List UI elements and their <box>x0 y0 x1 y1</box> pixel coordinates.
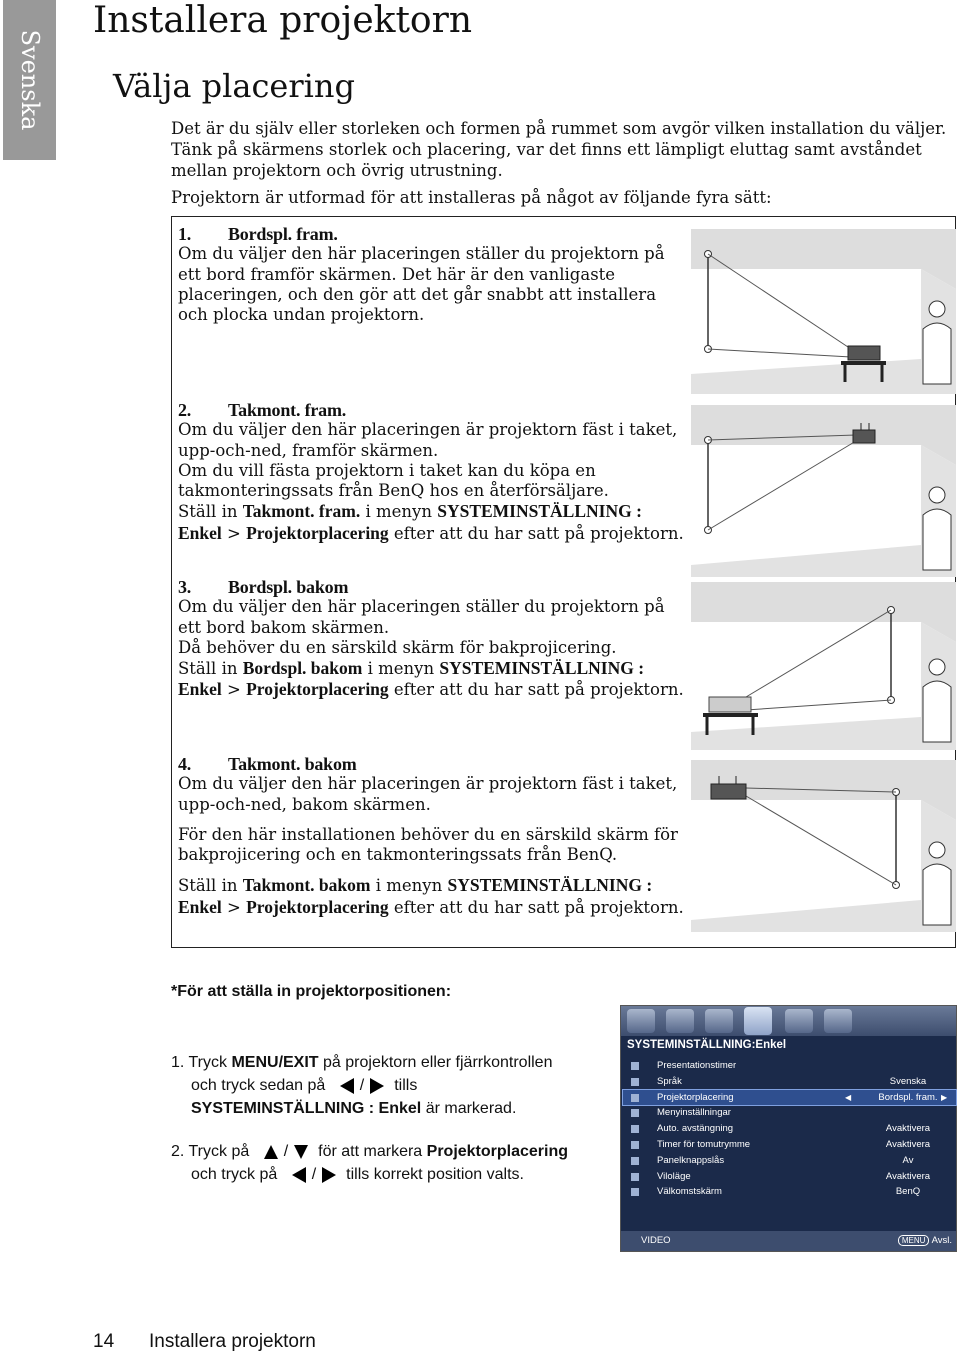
osd-row[interactable]: Språk Svenska <box>623 1074 956 1090</box>
option-note: Då behöver du en särskild skärm för bakprojicering. <box>178 637 617 657</box>
option-title: Takmont. bakom <box>228 754 357 774</box>
osd-system-setup-basic-icon[interactable] <box>744 1007 772 1035</box>
language-tab <box>3 0 56 160</box>
option-title: Bordspl. bakom <box>228 577 349 597</box>
front-table-diagram <box>691 229 956 394</box>
osd-row[interactable]: Timer för tomutrymme Avaktivera <box>623 1137 956 1153</box>
option-setting-instruction: Ställ in Takmont. fram. i menyn SYSTEMINSTÄLLNING : Enkel > Projektorplacering efter att du har satt på projektorn. <box>178 501 684 543</box>
osd-row[interactable]: Panelknappslås Av <box>623 1153 956 1169</box>
placement-option-1 <box>178 224 688 325</box>
right-arrow-icon <box>322 1167 336 1183</box>
rear-table-diagram <box>691 582 956 750</box>
osd-exit-hint: MENU Avsl. <box>898 1235 952 1246</box>
option-number: 1. <box>178 224 192 244</box>
osd-row[interactable]: Presentationstimer <box>623 1058 956 1074</box>
option-note: Om du vill fästa projektorn i taket kan du köpa en takmonteringssats från BenQ hos en återförsäljare. <box>178 460 609 501</box>
option-setting-instruction: Ställ in Bordspl. bakom i menyn SYSTEMINSTÄLLNING : Enkel > Projektorplacering efter att du har satt på projektorn. <box>178 658 684 700</box>
howto-step-2: 2. Tryck på / för att markera Projektorplacering och tryck på / tills korrekt position valts. <box>171 1143 569 1183</box>
menu-item-icon <box>631 1094 639 1102</box>
option-title: Takmont. fram. <box>228 400 347 420</box>
howto-step-1: 1. Tryck MENU/EXIT på projektorn eller fjärrkontrollen och tryck sedan på / tills SYSTEMINSTÄLLNING : Enkel är markerad. <box>171 1054 553 1117</box>
howto-title: *För att ställa in projektorpositionen: <box>171 983 452 1000</box>
option-description: Om du väljer den här placeringen ställer du projektorn på ett bord framför skärmen. Det här är den vanligaste placeringen, och den gör att det går snabbt att installera och plocka undan projektorn. <box>178 244 665 325</box>
menu-item-icon <box>631 1078 639 1086</box>
section-title: Välja placering <box>113 67 355 105</box>
footer-section-title: Installera projektorn <box>149 1331 316 1352</box>
osd-footer <box>621 1231 956 1251</box>
menu-item-icon <box>631 1141 639 1149</box>
option-title: Bordspl. fram. <box>228 224 338 244</box>
page-title: Installera projektorn <box>93 0 473 41</box>
option-description: Om du väljer den här placeringen är projektorn fäst i taket, upp-och-ned, framför skärmen. <box>178 420 678 460</box>
option-setting-instruction: Ställ in Takmont. bakom i menyn SYSTEMINSTÄLLNING : Enkel > Projektorplacering efter att du har satt på projektorn. <box>178 875 684 917</box>
placement-option-2 <box>178 400 688 544</box>
menu-item-icon <box>631 1188 639 1196</box>
menu-item-icon <box>631 1109 639 1117</box>
option-description: Om du väljer den här placeringen är projektorn fäst i taket, upp-och-ned, bakom skärmen. <box>178 774 678 814</box>
option-number: 2. <box>178 400 192 420</box>
option-note: För den här installationen behöver du en särskild skärm för bakprojicering och en takmonteringssats från BenQ. <box>178 824 678 865</box>
osd-row[interactable]: Viloläge Avaktivera <box>623 1169 956 1185</box>
menu-item-icon <box>631 1157 639 1165</box>
intro-paragraph-2: Projektorn är utformad för att installeras på något av följande fyra sätt: <box>171 188 772 207</box>
osd-tab-bar <box>621 1006 956 1036</box>
left-arrow-icon <box>340 1078 354 1094</box>
osd-row[interactable]: Välkomstskärm BenQ <box>623 1184 956 1200</box>
right-arrow-icon: ▶ <box>941 1092 948 1102</box>
left-arrow-icon: ◀ <box>845 1092 852 1102</box>
osd-menu <box>620 1005 957 1252</box>
intro-paragraph-1: Det är du själv eller storleken och formen på rummet som avgör vilken installation du väljer. Tänk på skärmens storlek och placering, var det finns ett lämpligt eluttag samt avståndet mellan projektorn och övrig utrustning. <box>171 119 947 180</box>
osd-row[interactable]: Menyinställningar <box>623 1105 956 1121</box>
up-arrow-icon <box>264 1145 278 1159</box>
option-description: Om du väljer den här placeringen ställer du projektorn på ett bord bakom skärmen. <box>178 597 665 637</box>
option-number: 3. <box>178 577 192 597</box>
left-arrow-icon <box>292 1167 306 1183</box>
page-number: 14 <box>93 1331 115 1352</box>
language-tab-label: Svenska <box>15 29 44 131</box>
menu-item-icon <box>631 1173 639 1181</box>
front-ceiling-diagram <box>691 405 956 577</box>
osd-source-label: VIDEO <box>641 1235 671 1246</box>
down-arrow-icon <box>294 1145 308 1159</box>
osd-row[interactable]: Auto. avstängning Avaktivera <box>623 1121 956 1137</box>
menu-item-icon <box>631 1062 639 1070</box>
osd-display-icon[interactable] <box>705 1009 733 1033</box>
placement-option-3 <box>178 577 688 701</box>
osd-picture-icon[interactable] <box>627 1009 655 1033</box>
option-number: 4. <box>178 754 192 774</box>
right-arrow-icon <box>370 1078 384 1094</box>
placement-option-4 <box>178 754 688 918</box>
osd-system-setup-advanced-icon[interactable] <box>785 1009 813 1033</box>
osd-information-icon[interactable] <box>824 1009 852 1033</box>
osd-picture-advanced-icon[interactable] <box>666 1009 694 1033</box>
rear-ceiling-diagram <box>691 760 956 932</box>
osd-row-selected[interactable]: Projektorplacering ◀ Bordspl. fram. ▶ <box>623 1090 956 1106</box>
page-footer <box>93 1331 316 1353</box>
osd-header: SYSTEMINSTÄLLNING:Enkel <box>627 1039 787 1051</box>
menu-item-icon <box>631 1125 639 1133</box>
intro-text <box>171 118 951 208</box>
